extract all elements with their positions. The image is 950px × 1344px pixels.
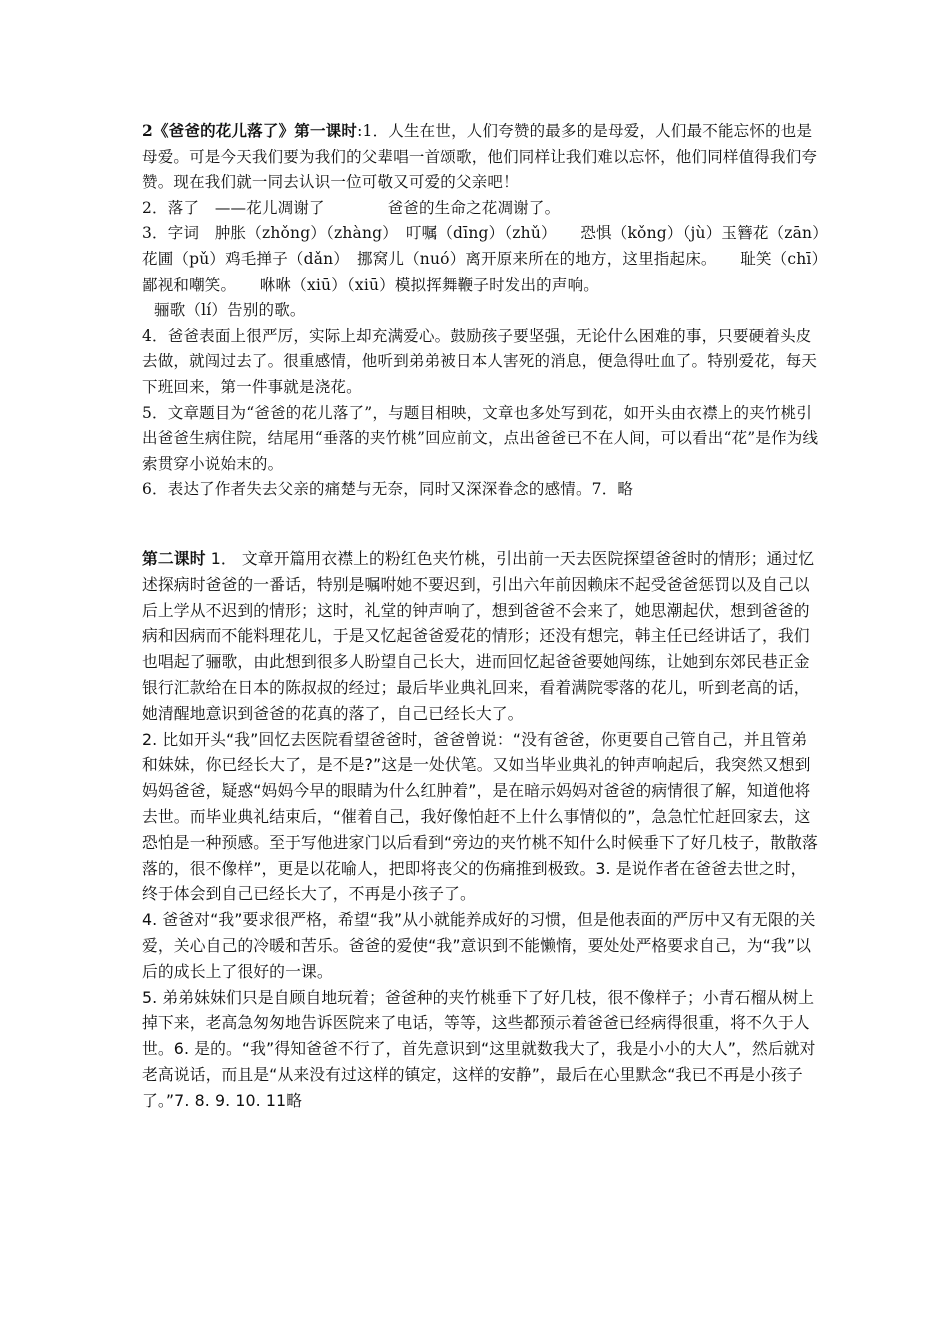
lesson1-answer-2: 2．落了 ——花儿凋谢了 爸爸的生命之花凋谢了。 <box>142 198 561 217</box>
lesson2-section <box>142 546 822 1114</box>
lesson1-answer-4: 4．爸爸表面上很严厉，实际上却充满爱心。鼓励孩子要坚强，无论什么困难的事，只要硬着头皮去做，就闯过去了。很重感情，他听到弟弟被日本人害死的消息，便急得吐血了。特别爱花，每天下班回来，第一件事就是浇花。 <box>142 326 818 396</box>
lesson2-answer-5-11: 5. 弟弟妹妹们只是自顾自地玩着；爸爸种的夹竹桃垂下了好几枝，很不像样子；小青石榴从树上掉下来，老高急匆匆地告诉医院来了电话，等等，这些都预示着爸爸已经病得很重，将不久于人世。6. 是的。“我”得知爸爸不行了，首先意识到“这里就数我大了，我是小小的大人”，然后就对老高说话，而且是“从来没有过这样的镇定，这样的安静”，最后在心里默念“我已不再是小孩子了。”7. 8. 9. 10. 11略 <box>142 987 816 1110</box>
lesson2-answer-2-3: 2. 比如开头“我”回忆去医院看望爸爸时，爸爸曾说：“没有爸爸，你更要自己管自己，并且管弟和妹妹，你已经长大了，是不是?”这是一处伏笔。又如当毕业典礼的钟声响起后，我突然又想到妈妈爸爸，疑惑“妈妈今早的眼睛为什么红肿着”，是在暗示妈妈对爸爸的病情很了解，知道他将去世。而毕业典礼结束后，“催着自己，我好像怕赶不上什么事情似的”，急急忙忙赶回家去，这恐怕是一种预感。至于写他进家门以后看到“旁边的夹竹桃不知什么时候垂下了好几枝子，散散落落的，很不像样”，更是以花喻人，把即将丧父的伤痛推到极致。3. 是说作者在爸爸去世之时，终于体会到自己已经长大了，不再是小孩子了。 <box>142 729 818 904</box>
lesson2-answer-1: 1． 文章开篇用衣襟上的粉红色夹竹桃，引出前一天去医院探望爸爸时的情形；通过忆述探病时爸爸的一番话，特别是嘱咐她不要迟到，引出六年前因赖床不起受爸爸惩罚以及自己以后上学从不迟到的情形；这时，礼堂的钟声响了，想到爸爸不会来了，她思潮起伏，想到爸爸的病和因病而不能料理花儿，于是又忆起爸爸爱花的情形；还没有想完，韩主任已经讲话了，我们也唱起了骊歌，由此想到很多人盼望自己长大，进而回忆起爸爸要她闯练，让她到东郊民巷正金银行汇款给在日本的陈叔叔的经过；最后毕业典礼回来，看着满院零落的花儿，听到老高的话，她清醒地意识到爸爸的花真的落了，自己已经长大了。 <box>142 549 815 723</box>
lesson1-answer-3-vocab: 3．字词 肿胀（zhǒng）（zhàng） 叮嘱（dīng）（zhǔ） 恐惧（kǒng）（jù）玉簪花（zān）花圃（pǔ）鸡毛掸子（dǎn） 挪窝儿（nuó）离开原来所在的地方，这里指起床。 耻笑（chī）鄙视和嘲笑。 咻咻（xiū）（xiū）模拟挥舞鞭子时发出的声响。 <box>142 224 821 294</box>
lesson2-heading: 第二课时 <box>142 549 206 568</box>
lesson1-paragraph-1 <box>142 118 822 196</box>
lesson1-answer-5: 5．文章题目为“爸爸的花儿落了”，与题目相映，文章也多处写到花，如开头由衣襟上的夹竹桃引出爸爸生病住院，结尾用“垂落的夹竹桃”回应前文，点出爸爸已不在人间，可以看出“花”是作为线索贯穿小说始末的。 <box>142 403 819 473</box>
lesson2-paragraph-1 <box>142 546 822 727</box>
lesson2-answer-4: 4. 爸爸对“我”要求很严格，希望“我”从小就能养成好的习惯，但是他表面的严厉中又有无限的关爱，关心自己的冷暖和苦乐。爸爸的爱使“我”意识到不能懒惰，要处处严格要求自己，为“我”以后的成长上了很好的一课。 <box>142 910 816 981</box>
lesson1-answer-1: :1．人生在世，人们夸赞的最多的是母爱，人们最不能忘怀的也是母爱。可是今天我们要为我们的父辈唱一首颂歌，他们同样让我们难以忘怀，他们同样值得我们夸赞。现在我们就一同去认识一位可敬又可爱的父亲吧！ <box>142 122 818 192</box>
lesson1-answer-6-7: 6．表达了作者失去父亲的痛楚与无奈，同时又深深眷念的感情。7．略 <box>142 480 634 499</box>
lesson1-section <box>142 118 822 503</box>
lesson1-heading: 2《爸爸的花儿落了》第一课时 <box>142 121 358 140</box>
lesson1-vocab-lige: 骊歌（lí）告别的歌。 <box>154 301 306 320</box>
